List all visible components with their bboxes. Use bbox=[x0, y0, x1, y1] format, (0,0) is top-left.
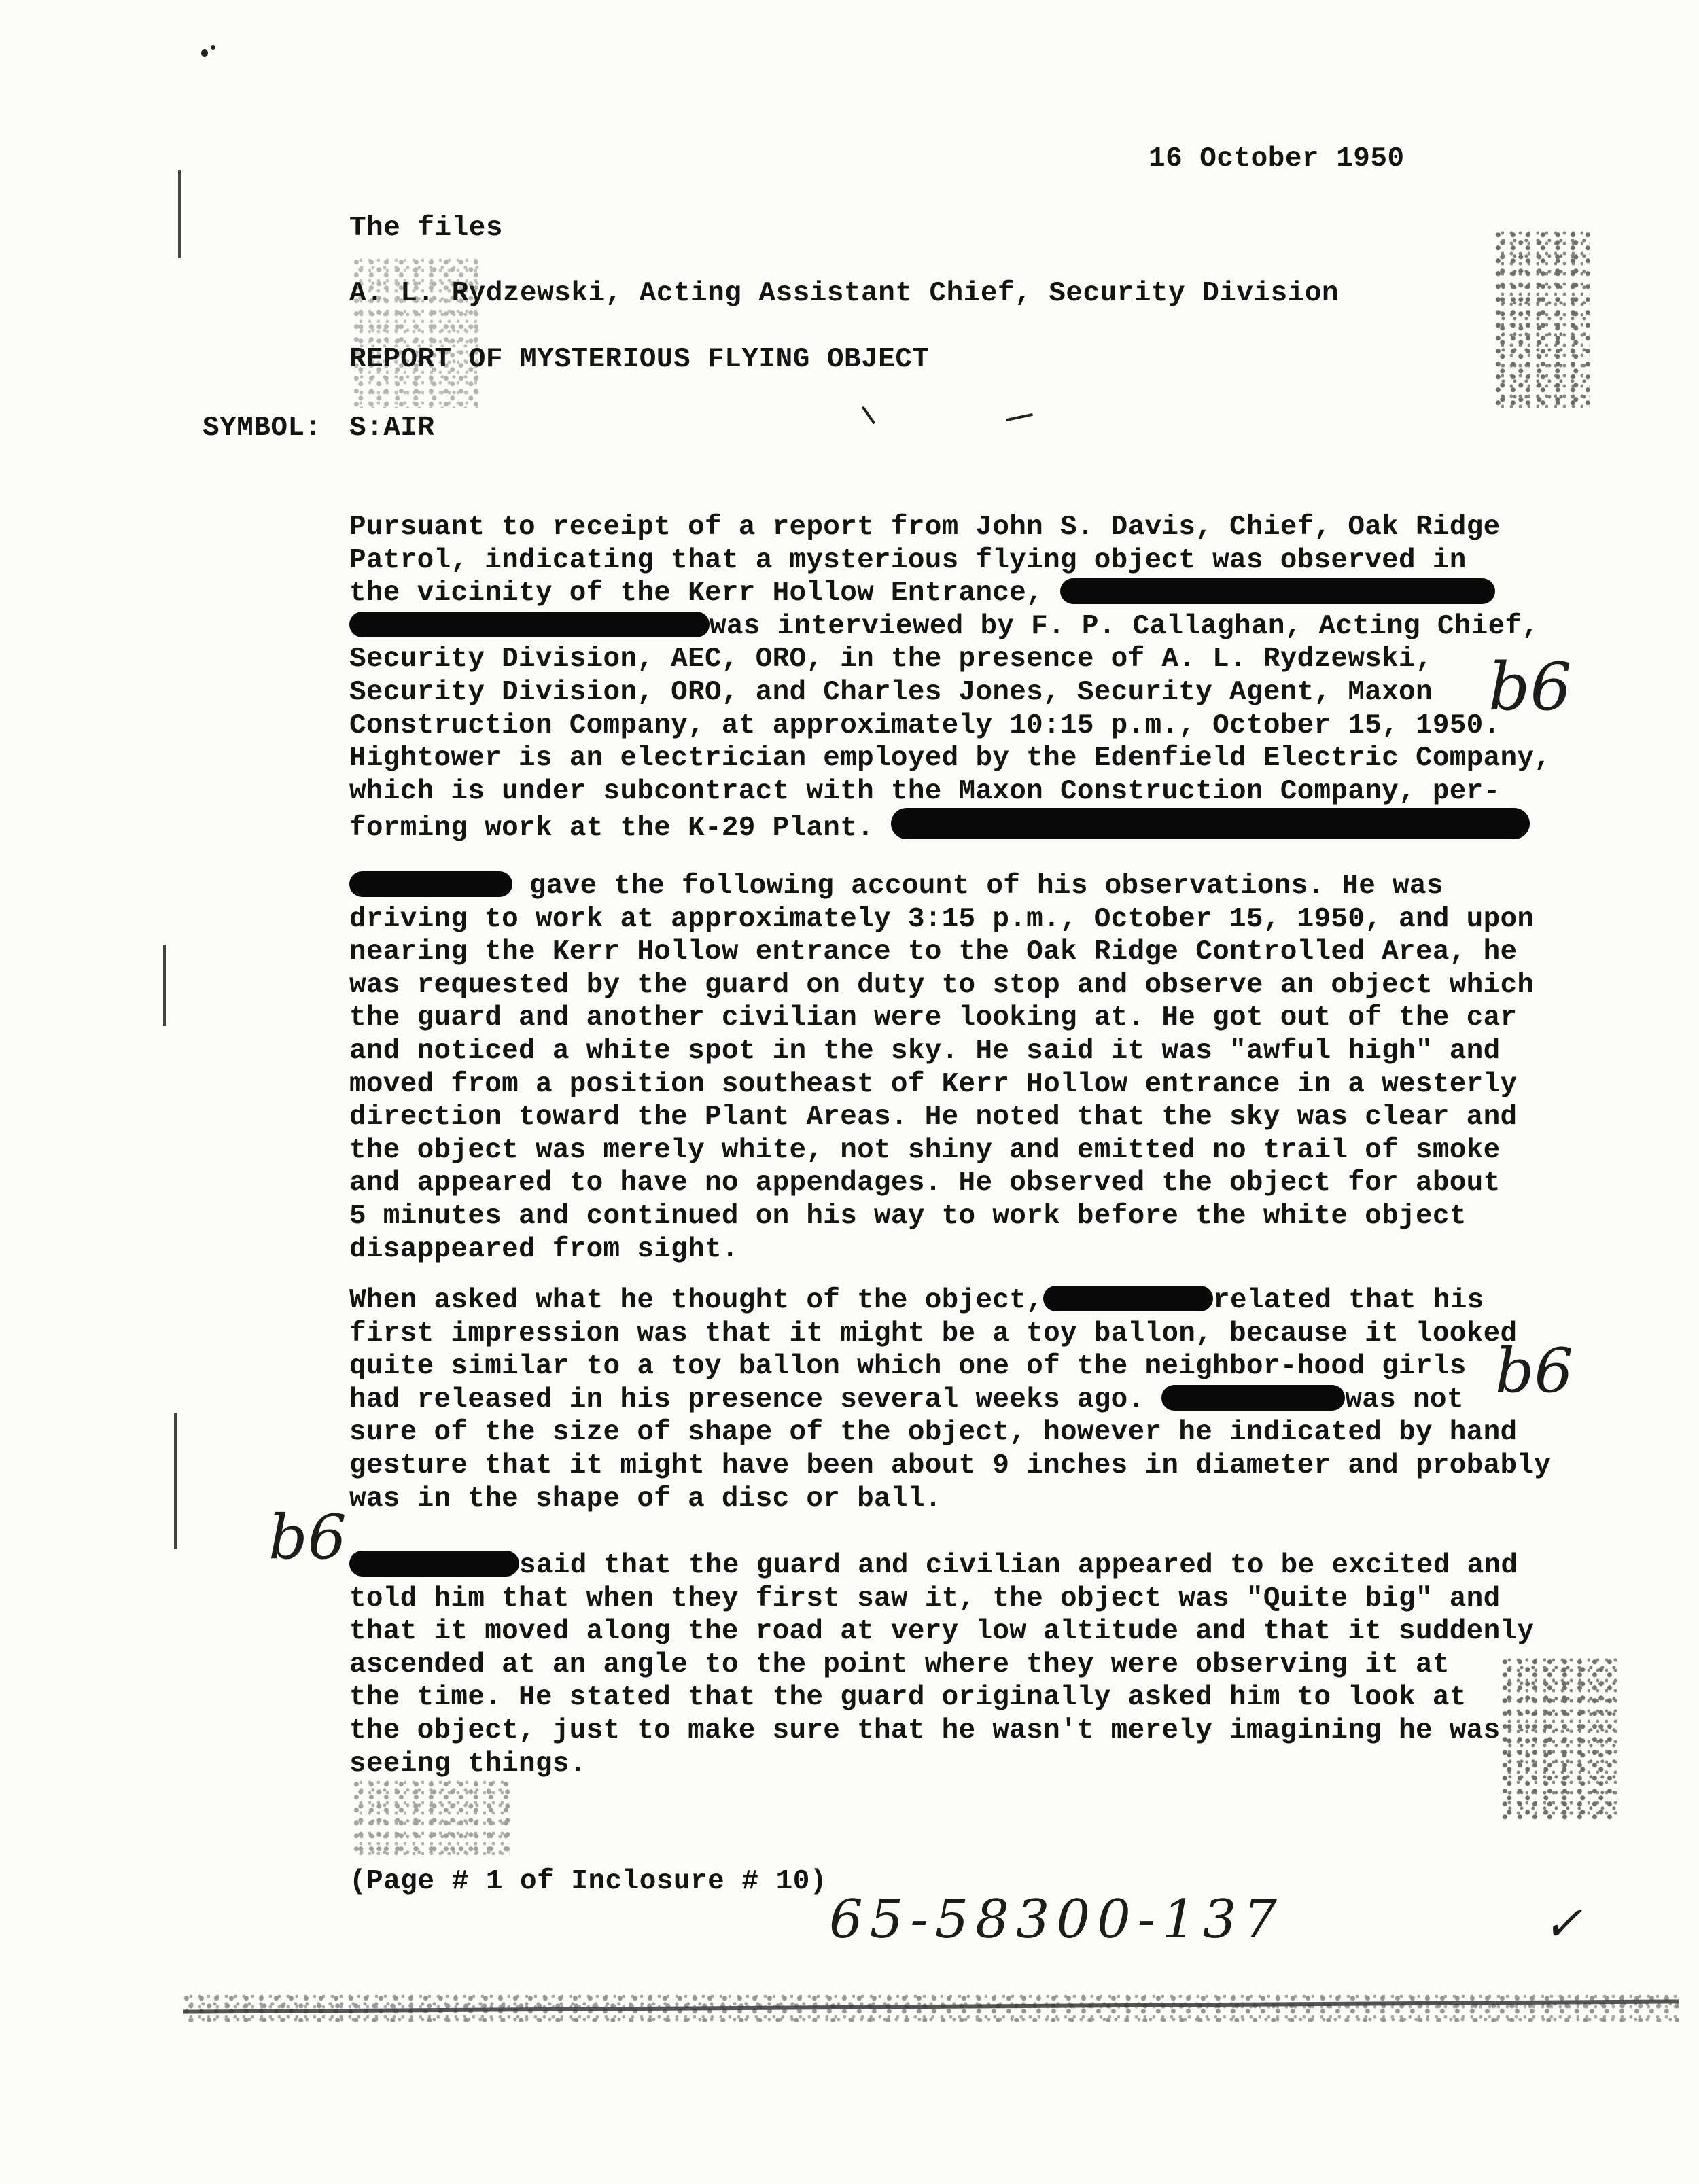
left-edge-mark bbox=[174, 1413, 177, 1549]
redaction-bar bbox=[349, 871, 512, 897]
text-line: that it moved along the road at very low altitude and that it suddenly bbox=[349, 1616, 1535, 1648]
text-line: gesture that it might have been about 9 inches in diameter and probably bbox=[349, 1449, 1552, 1481]
text-line: first impression was that it might be a toy ballon, because it looked bbox=[349, 1318, 1518, 1350]
text-line bbox=[349, 610, 1545, 644]
text-line: 5 minutes and continued on his way to work before the white object bbox=[349, 1200, 1467, 1232]
paragraph-4 bbox=[349, 1549, 1545, 1780]
handwritten-file-number: 65-58300-137 bbox=[829, 1889, 1284, 1950]
stray-mark bbox=[1006, 413, 1033, 421]
text-segment: had released in his presence several weeks ago. bbox=[349, 1384, 1145, 1415]
text-line: Pursuant to receipt of a report from John S. Davis, Chief, Oak Ridge bbox=[349, 512, 1501, 543]
text-line: Hightower is an electrician employed by the Edenfield Electric Company, bbox=[349, 743, 1552, 775]
text-line: which is under subcontract with the Maxon Construction Company, per- bbox=[349, 775, 1501, 807]
text-line: seeing things. bbox=[349, 1748, 586, 1780]
text-line bbox=[349, 808, 1545, 845]
handwritten-exemption-b6: b6 bbox=[1488, 649, 1572, 725]
redaction-bar bbox=[1161, 1385, 1345, 1411]
text-line bbox=[349, 1549, 1545, 1583]
text-segment: gave the following account of his observations. He was bbox=[529, 870, 1443, 902]
text-line bbox=[349, 1284, 1545, 1318]
handwritten-exemption-b6: b6 bbox=[268, 1502, 347, 1573]
text-line: direction toward the Plant Areas. He noted that the sky was clear and bbox=[349, 1102, 1518, 1133]
text-line: moved from a position southeast of Kerr Hollow entrance in a westerly bbox=[349, 1068, 1518, 1100]
text-line: Security Division, AEC, ORO, in the presence of A. L. Rydzewski, bbox=[349, 644, 1433, 675]
left-edge-mark bbox=[178, 170, 181, 258]
text-segment: was interviewed by F. P. Callaghan, Acting Chief, bbox=[710, 610, 1539, 642]
text-segment: When asked what he thought of the object, bbox=[349, 1285, 1044, 1316]
redaction-bar bbox=[1043, 1286, 1213, 1311]
left-edge-mark bbox=[163, 945, 166, 1026]
text-line: nearing the Kerr Hollow entrance to the Oak Ridge Controlled Area, he bbox=[349, 936, 1518, 968]
scan-noise-patch bbox=[353, 1780, 510, 1855]
text-line: the time. He stated that the guard originally asked him to look at bbox=[349, 1682, 1467, 1714]
redaction-bar bbox=[349, 612, 710, 637]
text-line: was in the shape of a disc or ball. bbox=[349, 1483, 942, 1515]
paragraph-3 bbox=[349, 1284, 1552, 1515]
text-line: quite similar to a toy ballon which one of the neighbor-hood girls bbox=[349, 1351, 1467, 1383]
text-line: the guard and another civilian were looking at. He got out of the car bbox=[349, 1002, 1518, 1034]
text-line bbox=[349, 1384, 1545, 1417]
text-line bbox=[349, 870, 1545, 903]
handwritten-checkmark: ✓ bbox=[1543, 1896, 1583, 1952]
text-line: disappeared from sight. bbox=[349, 1233, 739, 1265]
redaction-bar bbox=[891, 808, 1530, 839]
paragraph-1 bbox=[349, 511, 1552, 845]
page-footer: (Page # 1 of Inclosure # 10) bbox=[349, 1866, 827, 1897]
symbol-label: SYMBOL: bbox=[203, 412, 322, 444]
text-line: was requested by the guard on duty to stop and observe an object which bbox=[349, 969, 1535, 1001]
text-segment: the vicinity of the Kerr Hollow Entrance, bbox=[349, 578, 1044, 610]
stray-mark bbox=[862, 406, 875, 425]
text-line: sure of the size of shape of the object, however he indicated by hand bbox=[349, 1417, 1518, 1449]
handwritten-exemption-b6: b6 bbox=[1495, 1335, 1573, 1407]
text-line: Patrol, indicating that a mysterious flying object was observed in bbox=[349, 544, 1467, 576]
text-segment: forming work at the K-29 Plant. bbox=[349, 813, 875, 845]
scan-speck bbox=[211, 45, 215, 50]
memo-date: 16 October 1950 bbox=[1149, 143, 1405, 175]
symbol-value: S:AIR bbox=[349, 412, 435, 444]
text-line: the object, just to make sure that he wasn't merely imagining he was bbox=[349, 1714, 1501, 1746]
scan-noise-patch bbox=[1495, 231, 1590, 408]
paragraph-2 bbox=[349, 870, 1545, 1266]
text-line: Security Division, ORO, and Charles Jones, Security Agent, Maxon bbox=[349, 676, 1433, 708]
memo-from: A. L. Rydzewski, Acting Assistant Chief, Security Division bbox=[349, 278, 1339, 309]
text-line: and appeared to have no appendages. He observed the object for about bbox=[349, 1167, 1501, 1199]
text-line: ascended at an angle to the point where they were observing it at bbox=[349, 1649, 1450, 1680]
memo-subject: REPORT OF MYSTERIOUS FLYING OBJECT bbox=[349, 344, 930, 375]
scan-noise-patch bbox=[183, 1994, 1679, 2022]
redaction-bar bbox=[1060, 578, 1495, 604]
redaction-bar bbox=[349, 1551, 519, 1577]
text-line: the object was merely white, not shiny and emitted no trail of smoke bbox=[349, 1134, 1501, 1166]
scan-speck bbox=[201, 49, 208, 57]
text-line: driving to work at approximately 3:15 p.m., October 15, 1950, and upon bbox=[349, 903, 1535, 935]
text-line: and noticed a white spot in the sky. He said it was "awful high" and bbox=[349, 1035, 1501, 1067]
text-line: Construction Company, at approximately 10:15 p.m., October 15, 1950. bbox=[349, 709, 1501, 741]
text-segment: said that the guard and civilian appeared to be excited and bbox=[519, 1550, 1518, 1581]
text-segment: was not bbox=[1345, 1384, 1464, 1415]
text-segment: related that his bbox=[1213, 1285, 1484, 1316]
text-line: told him that when they first saw it, the object was "Quite big" and bbox=[349, 1583, 1501, 1615]
memo-to: The files bbox=[349, 213, 503, 244]
text-line bbox=[349, 577, 1545, 610]
